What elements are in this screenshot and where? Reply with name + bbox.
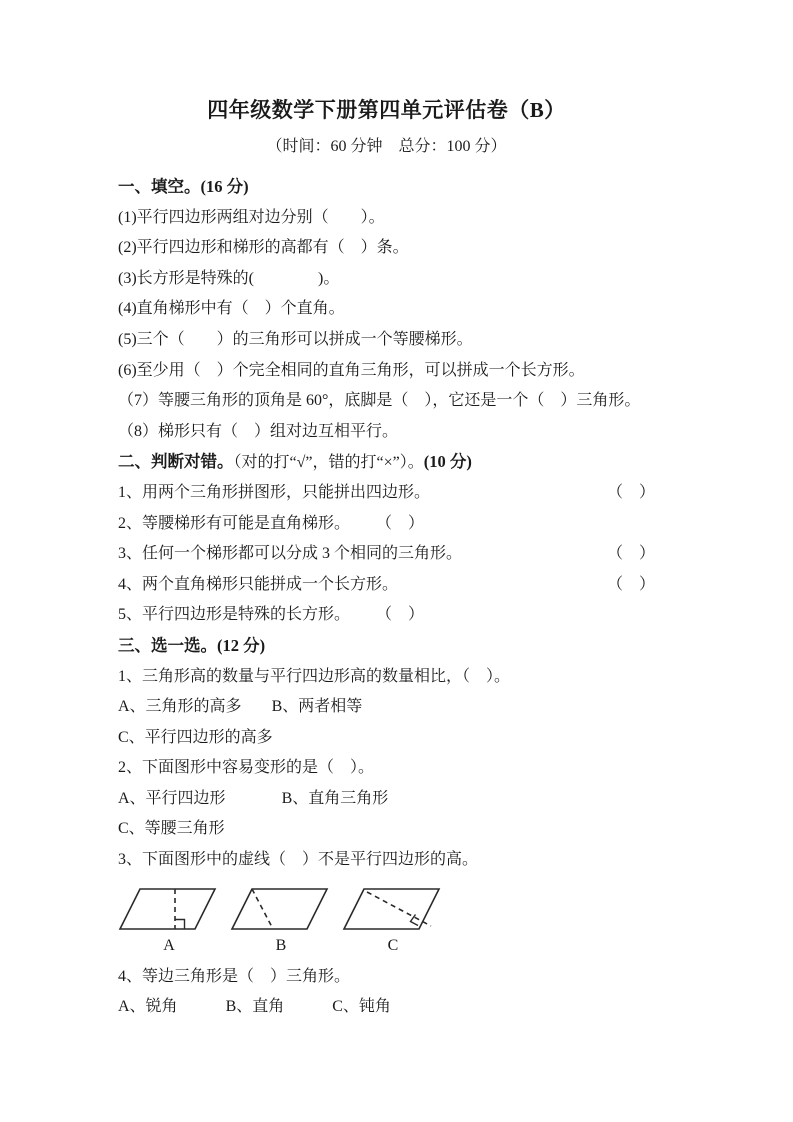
section2-heading-score: (10 分)	[423, 452, 472, 472]
figure-a	[118, 886, 220, 934]
choose-q1: 1、三角形高的数量与平行四边形高的数量相比，（ ）。	[118, 667, 511, 685]
parallelogram-a-figure	[118, 886, 220, 934]
choose-q2-option-b: B、直角三角形	[281, 789, 389, 807]
judge-item-3-answer-slot: （ ）	[606, 545, 655, 563]
choose-q4: 4、等边三角形是（ ）三角形。	[118, 967, 351, 985]
section3-heading: 三、选一选。(12 分)	[118, 635, 266, 655]
choose-q4-option-b: B、直角	[225, 998, 285, 1016]
judge-item-1-answer-slot: （ ）	[606, 483, 655, 501]
question3-figures	[118, 886, 655, 936]
judge-item-3	[118, 539, 655, 570]
slanted-dashed-line	[252, 889, 273, 929]
choose-q1-option-b: B、两者相等	[271, 698, 363, 716]
fill-item-2: (2)平行四边形和梯形的高都有（ ）条。	[118, 239, 409, 257]
fill-item-3: (3)长方形是特殊的( )。	[118, 269, 340, 287]
judge-item-5-text: 5、平行四边形是特殊的长方形。	[118, 606, 351, 624]
section2-heading	[118, 447, 655, 478]
judge-item-2-text: 2、等腰梯形有可能是直角梯形。	[118, 514, 351, 532]
right-angle-mark	[411, 914, 419, 925]
judge-item-5-answer-slot: （ ）	[376, 606, 425, 624]
section2-heading-main: 二、判断对错。	[118, 452, 234, 472]
choose-q2-option-c: C、等腰三角形	[118, 820, 225, 838]
choose-q2: 2、下面图形中容易变形的是（ ）。	[118, 759, 375, 777]
section1-heading: 一、填空。(16 分)	[118, 177, 249, 196]
height-dashed-line	[367, 892, 431, 926]
fill-item-7: （7）等腰三角形的顶角是 60°，底脚是（ ），它还是一个（ ）三角形。	[118, 392, 641, 410]
judge-item-1	[118, 478, 655, 509]
figure-b-label: B	[275, 936, 287, 954]
judge-item-5	[118, 600, 655, 631]
choose-q1-option-a: A、三角形的高多	[118, 698, 242, 716]
fill-item-8: （8）梯形只有（ ）组对边互相平行。	[118, 422, 399, 440]
parallelogram-b-figure	[230, 886, 332, 934]
section2-heading-note: （对的打“√”，错的打“×”）。	[233, 454, 424, 472]
judge-item-4	[118, 570, 655, 601]
right-angle-mark	[175, 919, 185, 929]
judge-item-4-text: 4、两个直角梯形只能拼成一个长方形。	[118, 575, 399, 593]
choose-q3: 3、下面图形中的虚线（ ）不是平行四边形的高。	[118, 851, 479, 869]
fill-item-5: (5)三个（ ）的三角形可以拼成一个等腰梯形。	[118, 330, 473, 348]
figure-c	[342, 886, 444, 934]
time-score-subtitle: （时间：60 分钟 总分：100 分）	[266, 138, 507, 155]
parallelogram-shape	[232, 889, 327, 929]
choose-q1-option-c: C、平行四边形的高多	[118, 728, 273, 746]
judge-item-4-answer-slot: （ ）	[606, 575, 655, 593]
figure-a-label: A	[163, 936, 175, 954]
fill-item-1: (1)平行四边形两组对边分别（ ）。	[118, 208, 385, 226]
choose-q2-options-row1	[118, 784, 655, 815]
judge-item-2-answer-slot: （ ）	[376, 514, 425, 532]
fill-item-6: (6)至少用（ ）个完全相同的直角三角形，可以拼成一个长方形。	[118, 361, 585, 379]
choose-q4-option-a: A、锐角	[118, 998, 178, 1016]
parallelogram-shape	[120, 889, 215, 929]
judge-item-1-text: 1、用两个三角形拼图形，只能拼出四边形。	[118, 483, 431, 501]
choose-q1-options-row1	[118, 692, 655, 723]
fill-item-4: (4)直角梯形中有（ ）个直角。	[118, 300, 345, 318]
parallelogram-c-figure	[342, 886, 444, 934]
figure-c-label: C	[387, 936, 399, 954]
choose-q2-option-a: A、平行四边形	[118, 789, 226, 807]
page-content	[118, 94, 655, 1023]
figure-labels-row	[118, 936, 655, 960]
choose-q4-options-row	[118, 992, 655, 1023]
judge-item-2	[118, 509, 655, 540]
figure-b	[230, 886, 332, 934]
judge-item-3-text: 3、任何一个梯形都可以分成 3 个相同的三角形。	[118, 545, 463, 563]
choose-q4-option-c: C、钝角	[332, 998, 391, 1016]
page-title: 四年级数学下册第四单元评估卷（B）	[207, 98, 566, 122]
